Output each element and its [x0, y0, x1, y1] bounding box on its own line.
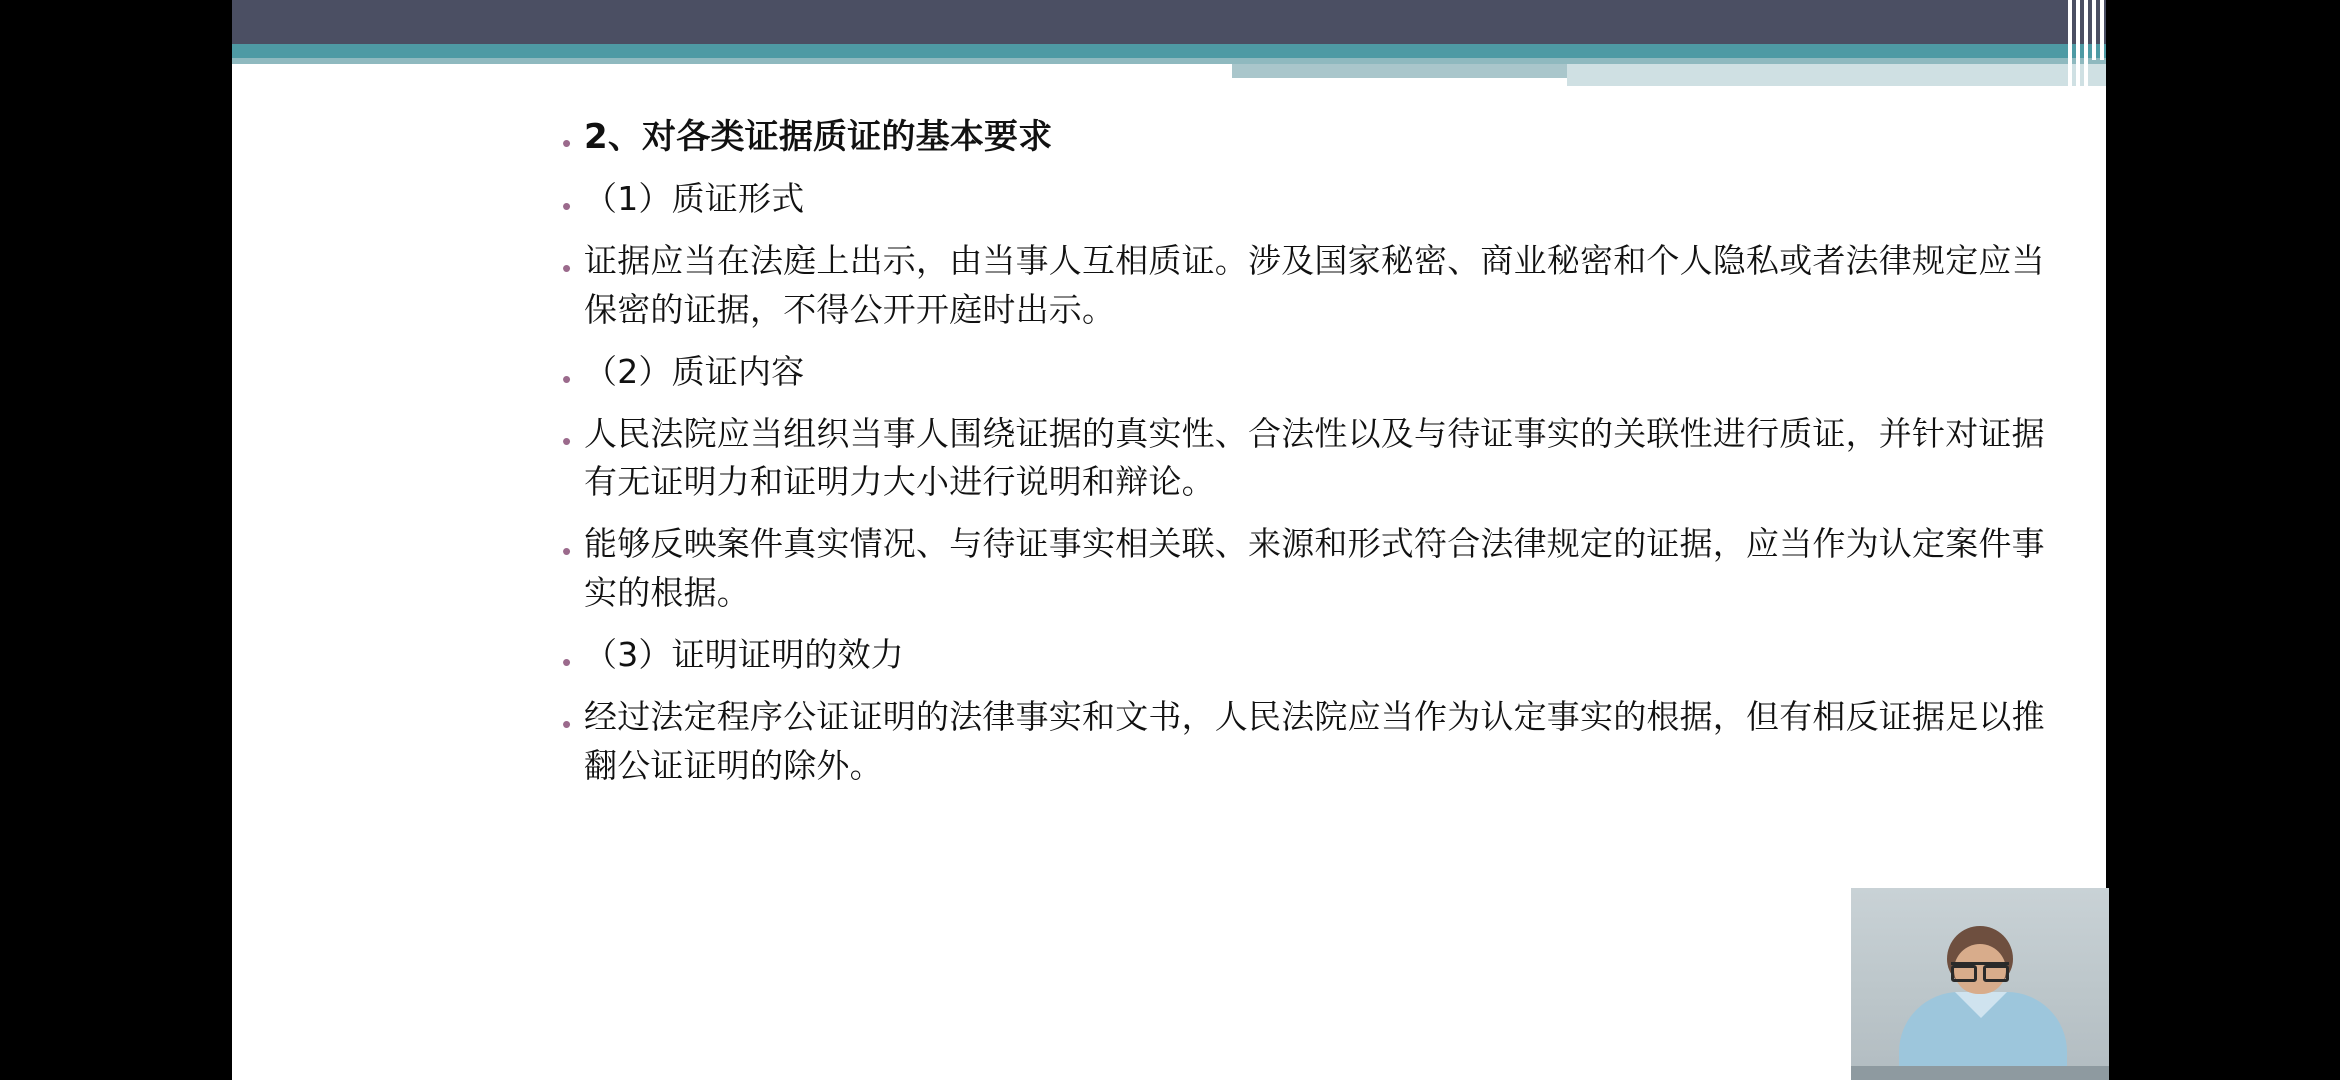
- presenter-desk: [1851, 1066, 2109, 1080]
- slide-body: [562, 112, 2062, 803]
- list-item-label: （1）质证形式: [584, 179, 805, 219]
- list-item: [562, 237, 2062, 335]
- list-item: [562, 175, 2062, 224]
- bullet-dot-icon: •: [562, 128, 572, 158]
- list-item-label: 能够反映案件真实情况、与待证事实相关联、来源和形式符合法律规定的证据，应当作为认定案件事实的根据。: [584, 524, 2045, 613]
- slide-corner-stripes: [2066, 0, 2106, 86]
- bullet-dot-icon: •: [562, 253, 572, 284]
- list-item: [562, 410, 2062, 508]
- bullet-dot-icon: •: [562, 191, 572, 222]
- bullet-dot-icon: •: [562, 646, 572, 677]
- slide-canvas: [232, 0, 2106, 1080]
- list-item-label: 经过法定程序公证证明的法律事实和文书，人民法院应当作为认定事实的根据，但有相反证据足以推翻公证证明的除外。: [584, 696, 2045, 785]
- bullet-dot-icon: •: [562, 363, 572, 394]
- bullet-dot-icon: •: [562, 708, 572, 739]
- bullet-dot-icon: •: [562, 425, 572, 456]
- slide-header-band-dark: [232, 0, 2106, 44]
- list-item-label: 人民法院应当组织当事人围绕证据的真实性、合法性以及与待证事实的关联性进行质证，并针对证据有无证明力和证明力大小进行说明和辩论。: [584, 413, 2045, 502]
- list-item-label: （3）证明证明的效力: [584, 634, 904, 674]
- presenter-video-overlay[interactable]: [1851, 888, 2109, 1080]
- list-item: [562, 693, 2062, 791]
- glasses-icon: [1951, 962, 2009, 977]
- list-item-label: 证据应当在法庭上出示，由当事人互相质证。涉及国家秘密、商业秘密和个人隐私或者法律规定应当保密的证据，不得公开开庭时出示。: [584, 241, 2045, 329]
- list-item: [562, 520, 2062, 618]
- list-item: [562, 348, 2062, 397]
- slide-header-band-teal: [232, 44, 2106, 58]
- list-item: [562, 631, 2062, 680]
- page-title: 2、对各类证据质证的基本要求: [584, 117, 1053, 157]
- list-item-label: （2）质证内容: [584, 351, 805, 391]
- bullet-dot-icon: •: [562, 536, 572, 567]
- slide-header-band-accent-pale: [1567, 64, 2106, 86]
- list-item: [562, 112, 2062, 162]
